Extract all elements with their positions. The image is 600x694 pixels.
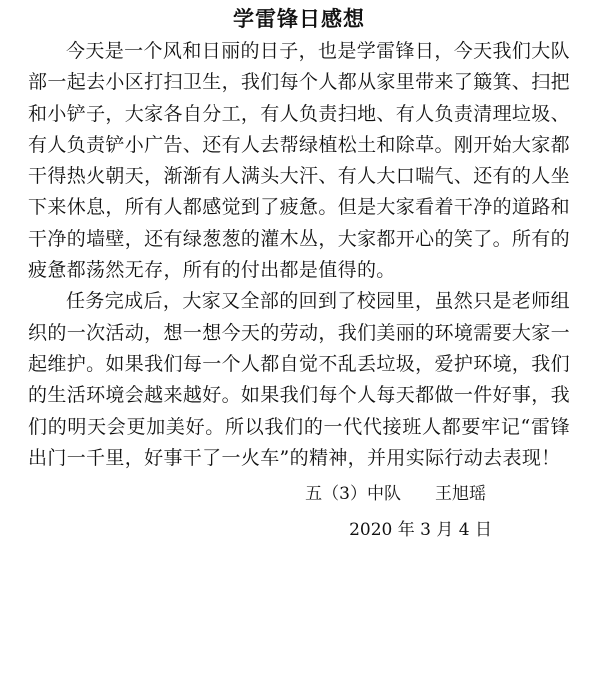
document-date: 2020 年 3 月 4 日 [349,520,492,541]
signature-class: 五（3）中队 [305,484,401,505]
paragraph-2: 任务完成后，大家又全部的回到了校园里，虽然只是老师组织的一次活动，想一想今天的劳动，我们美丽的环境需要大家一起维护。如果我们每一个人都自觉不乱丢垃圾，爱护环境，我们的生活环境会越来越好。如果我们每个人每天都做一件好事，我们的明天会更加美好。所以我们的一代代接班人都要牢记“雷锋出门一千里，好事干了一火车”的精神，并用实际行动去表现！ [28,290,570,469]
document-title: 学雷锋日感想 [233,7,365,31]
paragraph-1: 今天是一个风和日丽的日子，也是学雷锋日，今天我们大队部一起去小区打扫卫生，我们每个人都从家里带来了簸箕、扫把和小铲子，大家各自分工，有人负责扫地、有人负责清理垃圾、有人负责铲小广告、还有人去帮绿植松土和除草。刚开始大家都干得热火朝天，渐渐有人满头大汗、有人大口喘气、还有的人坐下来休息，所有人都感觉到了疲惫。但是大家看着干净的道路和干净的墙壁，还有绿葱葱的灌木丛，大家都开心的笑了。所有的疲惫都荡然无存，所有的付出都是值得的。 [28,40,570,282]
signature-line [28,480,570,508]
signature-author: 王旭瑶 [435,484,486,505]
